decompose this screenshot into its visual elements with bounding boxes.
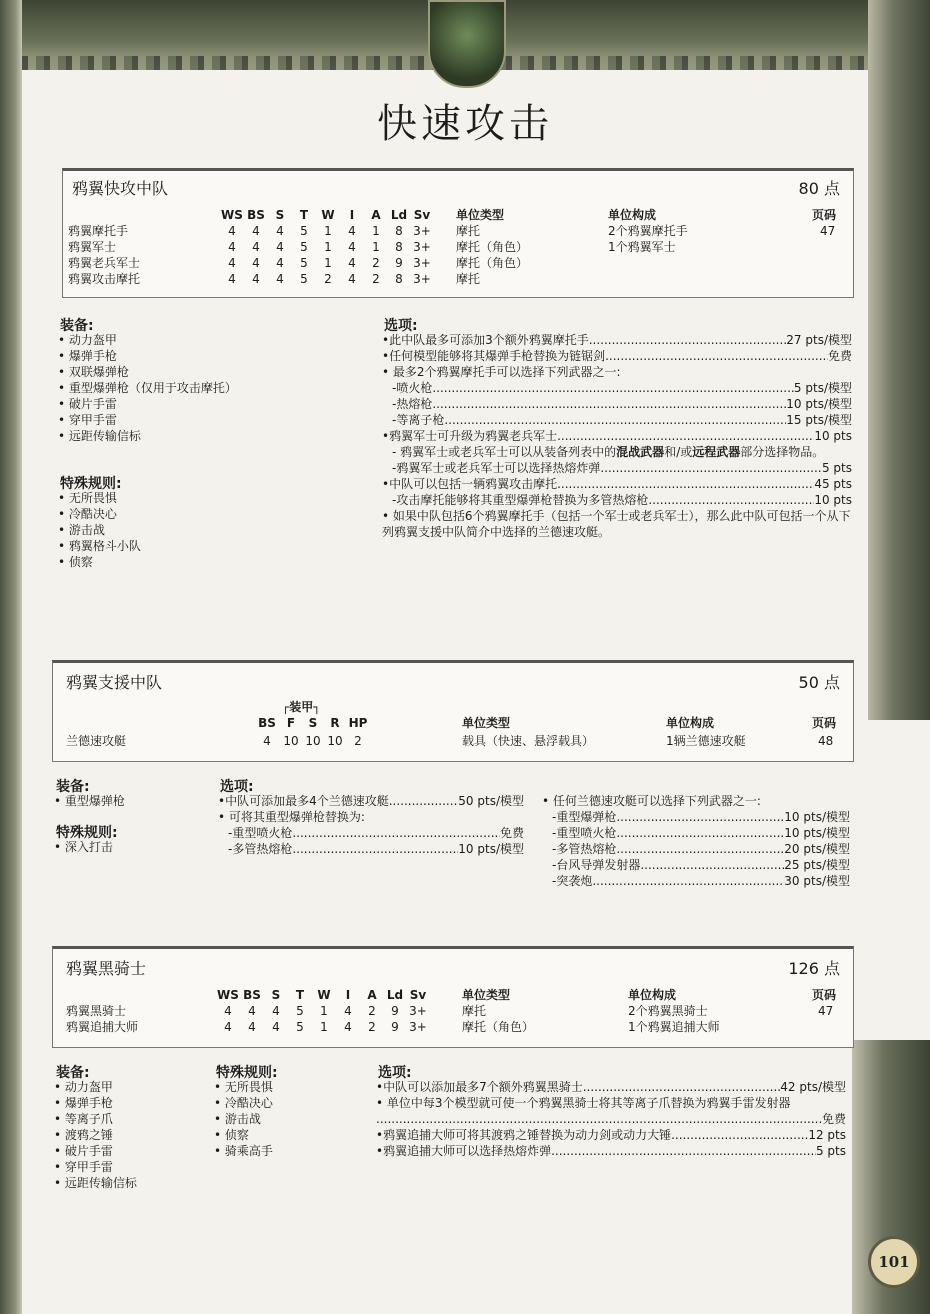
stat: 4 <box>224 1020 232 1034</box>
list-item: • 动力盔甲 <box>58 332 237 348</box>
unit-row <box>68 256 140 271</box>
stat: 4 <box>224 1004 232 1018</box>
special-rules-list <box>58 490 141 570</box>
stat-header: S <box>275 208 285 222</box>
option-row: • 中队可以添加最多7个额外鸦翼黑骑士 ..... 42 pts/模型 <box>376 1079 846 1095</box>
unit-row <box>68 272 140 287</box>
option-row: - 鸦翼军士或老兵军士可以选择热熔炸弹 ..... 5 pts <box>382 460 852 476</box>
stat: 2 <box>354 734 362 748</box>
stat-header: BS <box>243 988 261 1002</box>
options-list <box>218 793 524 857</box>
list-item: • 游击战 <box>214 1111 273 1127</box>
option-row: - 重型喷火枪 ..... 免费 <box>218 825 524 841</box>
stat-header: T <box>299 208 309 222</box>
stat-header: W <box>321 208 335 222</box>
page-ref: 47 <box>820 224 836 238</box>
list-item: • 重型爆弹枪（仅用于攻击摩托） <box>58 380 237 396</box>
unit-stats <box>216 1020 430 1035</box>
options-list <box>376 1079 846 1159</box>
stat-header: T <box>295 988 305 1002</box>
options-heading: 选项: <box>384 318 418 334</box>
stat: 4 <box>344 1004 352 1018</box>
list-item: • 动力盔甲 <box>54 1079 137 1095</box>
list-item: • 侦察 <box>58 554 141 570</box>
list-item: • 冷酷决心 <box>214 1095 273 1111</box>
unit-type-header: 单位类型 <box>462 988 511 1002</box>
unit-name: 兰德速攻艇 <box>66 734 127 748</box>
option-row: - 等离子枪 ..... 15 pts/模型 <box>382 412 852 428</box>
stat: 4 <box>248 1020 256 1034</box>
unit-name: 鸦翼攻击摩托 <box>68 272 141 286</box>
stat-header-row <box>220 208 434 223</box>
stat: 4 <box>228 240 236 254</box>
unit-stats <box>216 1004 430 1019</box>
list-item: • 等离子爪 <box>54 1111 137 1127</box>
option-row: • 中队可以包括一辆鸦翼攻击摩托 ..... 45 pts <box>382 476 852 492</box>
option-row: • 中队可添加最多4个兰德速攻艇 ..... 50 pts/模型 <box>218 793 524 809</box>
unit-type: 摩托（角色） <box>456 256 529 270</box>
wargear-list <box>54 793 125 809</box>
list-item: • 重型爆弹枪 <box>54 793 125 809</box>
stat: 4 <box>276 224 284 238</box>
stat: 4 <box>348 256 356 270</box>
list-item: • 渡鸦之锤 <box>54 1127 137 1143</box>
unit-comp-header: 单位构成 <box>666 716 715 730</box>
list-item: • 破片手雷 <box>58 396 237 412</box>
wargear-list <box>54 1079 137 1191</box>
stat: 5 <box>296 1020 304 1034</box>
list-item: • 无所畏惧 <box>214 1079 273 1095</box>
option-row: - 攻击摩托能够将其重型爆弹枪替换为多管热熔枪 ..... 10 pts <box>382 492 852 508</box>
squad-points: 126 点 <box>788 959 840 978</box>
unit-comp-header: 单位构成 <box>628 988 677 1002</box>
unit-type: 摩托（角色） <box>462 1020 535 1034</box>
option-row: - 重型喷火枪 ..... 10 pts/模型 <box>542 825 850 841</box>
stat: 3+ <box>409 1020 427 1034</box>
unit-type: 摩托 <box>456 272 481 286</box>
page-ref-header: 页码 <box>812 988 837 1002</box>
unit-type: 摩托 <box>462 1004 487 1018</box>
chapter-emblem-icon <box>428 0 506 88</box>
list-item: • 破片手雷 <box>54 1143 137 1159</box>
stat: 5 <box>300 224 308 238</box>
option-row: - 台风导弹发射器 ..... 25 pts/模型 <box>542 857 850 873</box>
special-rules-list <box>214 1079 273 1159</box>
list-item: • 穿甲手雷 <box>54 1159 137 1175</box>
squad-points: 80 点 <box>798 179 840 198</box>
stat: 1 <box>320 1004 328 1018</box>
stat: 8 <box>395 240 403 254</box>
page-ref: 47 <box>818 1004 834 1018</box>
stat-header: WS <box>221 208 243 222</box>
stat-header: F <box>286 716 296 730</box>
stat: 2 <box>372 272 380 286</box>
option-row: - 热熔枪 ..... 10 pts/模型 <box>382 396 852 412</box>
stat-header: Ld <box>386 988 404 1002</box>
option-row: - 鸦翼军士或老兵军士可以从装备列表中的混战武器和/或远程武器部分选择物品。 <box>382 444 852 460</box>
page-title: 快速攻击 <box>377 101 553 147</box>
stat: 4 <box>344 1020 352 1034</box>
stat-header: Ld <box>390 208 408 222</box>
wargear-heading: 装备: <box>56 1065 90 1081</box>
special-rules-heading: 特殊规则: <box>216 1065 278 1081</box>
wargear-heading: 装备: <box>56 779 90 795</box>
unit-composition: 2个鸦翼摩托手 <box>608 224 688 238</box>
option-row: • 如果中队包括6个鸦翼摩托手（包括一个军士或老兵军士），那么此中队可包括一个从下列鸦翼支援中队简介中选择的兰德速攻艇。 <box>382 508 852 540</box>
unit-composition: 1个鸦翼追捕大师 <box>628 1020 720 1034</box>
squad-name: 鸦翼快攻中队 <box>72 179 169 198</box>
list-item: • 爆弹手枪 <box>58 348 237 364</box>
stat: 4 <box>276 240 284 254</box>
special-rules-heading: 特殊规则: <box>56 825 118 841</box>
squad-points: 50 点 <box>798 673 840 692</box>
stat-header: HP <box>348 716 368 730</box>
stat-header: S <box>308 716 318 730</box>
unit-type: 摩托 <box>456 224 481 238</box>
list-item: • 穿甲手雷 <box>58 412 237 428</box>
stat-header: Sv <box>413 208 431 222</box>
stat: 4 <box>228 256 236 270</box>
stat: 4 <box>228 224 236 238</box>
stat: 4 <box>276 256 284 270</box>
stat: 2 <box>368 1020 376 1034</box>
stat: 2 <box>368 1004 376 1018</box>
stat: 9 <box>391 1020 399 1034</box>
stat: 4 <box>228 272 236 286</box>
stat-header: A <box>371 208 381 222</box>
unit-type: 载具（快速、悬浮载具） <box>462 734 595 748</box>
option-row: • 可将其重型爆弹枪替换为: <box>218 809 524 825</box>
stat: 4 <box>348 240 356 254</box>
stat: 3+ <box>413 240 431 254</box>
stat: 4 <box>348 224 356 238</box>
stat: 4 <box>272 1020 280 1034</box>
unit-comp-header: 单位构成 <box>608 208 657 222</box>
unit-composition: 1辆兰德速攻艇 <box>666 734 746 748</box>
unit-stats <box>220 224 434 239</box>
stat: 2 <box>324 272 332 286</box>
options-heading: 选项: <box>378 1065 412 1081</box>
options-list <box>382 332 852 540</box>
option-row: ..... 免费 <box>376 1111 846 1127</box>
stat: 10 <box>283 734 299 748</box>
stat: 1 <box>324 224 332 238</box>
stat: 1 <box>372 224 380 238</box>
unit-type-header: 单位类型 <box>462 716 511 730</box>
stat-header: I <box>349 208 355 222</box>
page-number: 101 <box>868 1236 920 1288</box>
stat: 4 <box>248 1004 256 1018</box>
unit-row <box>68 240 116 255</box>
option-row: - 突袭炮 ..... 30 pts/模型 <box>542 873 850 889</box>
stat-header: BS <box>247 208 265 222</box>
unit-stats <box>220 272 434 287</box>
squad-name: 鸦翼支援中队 <box>66 673 163 692</box>
unit-row <box>68 224 128 239</box>
stat: 5 <box>300 240 308 254</box>
page-ref-header: 页码 <box>812 716 837 730</box>
stat: 10 <box>327 734 343 748</box>
unit-type-header: 单位类型 <box>456 208 505 222</box>
options-heading: 选项: <box>220 779 254 795</box>
stat-header: R <box>330 716 340 730</box>
stat: 8 <box>395 224 403 238</box>
list-item: • 远距传输信标 <box>54 1175 137 1191</box>
option-row: - 重型爆弹枪 ..... 10 pts/模型 <box>542 809 850 825</box>
stat: 9 <box>395 256 403 270</box>
stat-header: BS <box>258 716 276 730</box>
stat: 4 <box>252 272 260 286</box>
stat: 5 <box>296 1004 304 1018</box>
stat-header-row <box>254 716 370 731</box>
unit-name: 鸦翼摩托手 <box>68 224 129 238</box>
option-row: • 任何模型能够将其爆弹手枪替换为链锯剑 ..... 免费 <box>382 348 852 364</box>
option-row: • 最多2个鸦翼摩托手可以选择下列武器之一: <box>382 364 852 380</box>
option-row: • 鸦翼军士可升级为鸦翼老兵军士 ..... 10 pts <box>382 428 852 444</box>
list-item: • 爆弹手枪 <box>54 1095 137 1111</box>
left-ornament-border <box>0 0 22 1314</box>
list-item: • 冷酷决心 <box>58 506 141 522</box>
wargear-list <box>58 332 237 444</box>
stat: 3+ <box>413 256 431 270</box>
stat: 4 <box>272 1004 280 1018</box>
stat: 3+ <box>413 272 431 286</box>
stat: 4 <box>276 272 284 286</box>
unit-stats <box>220 256 434 271</box>
unit-name: 鸦翼军士 <box>68 240 117 254</box>
list-item: • 侦察 <box>214 1127 273 1143</box>
stat-header: A <box>367 988 377 1002</box>
options-list <box>542 793 850 889</box>
stat: 5 <box>300 256 308 270</box>
stat: 1 <box>372 240 380 254</box>
stat-header: W <box>317 988 331 1002</box>
unit-name: 鸦翼黑骑士 <box>66 1004 127 1018</box>
unit-type: 摩托（角色） <box>456 240 529 254</box>
list-item: • 远距传输信标 <box>58 428 237 444</box>
option-row: • 单位中每3个模型就可使一个鸦翼黑骑士将其等离子爪替换为鸦翼手雷发射器 <box>376 1095 846 1111</box>
stat: 1 <box>324 240 332 254</box>
option-row: - 多管热熔枪 ..... 20 pts/模型 <box>542 841 850 857</box>
option-row: • 此中队最多可添加3个额外鸦翼摩托手 ..... 27 pts/模型 <box>382 332 852 348</box>
stat: 1 <box>324 256 332 270</box>
list-item: • 鸦翼格斗小队 <box>58 538 141 554</box>
unit-stats <box>254 734 370 749</box>
option-row: - 多管热熔枪 ..... 10 pts/模型 <box>218 841 524 857</box>
list-item: • 骑乘高手 <box>214 1143 273 1159</box>
squad-name: 鸦翼黑骑士 <box>66 959 147 978</box>
stat: 1 <box>320 1020 328 1034</box>
option-row: • 任何兰德速攻艇可以选择下列武器之一: <box>542 793 850 809</box>
stat: 9 <box>391 1004 399 1018</box>
unit-composition: 2个鸦翼黑骑士 <box>628 1004 708 1018</box>
stat: 5 <box>300 272 308 286</box>
list-item: • 游击战 <box>58 522 141 538</box>
list-item: • 无所畏惧 <box>58 490 141 506</box>
unit-composition: 1个鸦翼军士 <box>608 240 676 254</box>
unit-name: 鸦翼追捕大师 <box>66 1020 139 1034</box>
armour-label: ┌装甲┐ <box>282 700 321 714</box>
special-rules-list <box>54 839 113 855</box>
stat: 4 <box>348 272 356 286</box>
stat: 2 <box>372 256 380 270</box>
page-ref: 48 <box>818 734 834 748</box>
stat: 4 <box>252 240 260 254</box>
wargear-heading: 装备: <box>60 318 94 334</box>
special-rules-heading: 特殊规则: <box>60 476 122 492</box>
stat: 3+ <box>409 1004 427 1018</box>
stat: 4 <box>252 224 260 238</box>
list-item: • 双联爆弹枪 <box>58 364 237 380</box>
stat-header: WS <box>217 988 239 1002</box>
option-row: - 喷火枪 ..... 5 pts/模型 <box>382 380 852 396</box>
stat-header: I <box>345 988 351 1002</box>
stat-header-row <box>216 988 430 1003</box>
unit-name: 鸦翼老兵军士 <box>68 256 141 270</box>
stat: 8 <box>395 272 403 286</box>
stat: 3+ <box>413 224 431 238</box>
stat: 4 <box>252 256 260 270</box>
stat-header: Sv <box>409 988 427 1002</box>
page-ref-header: 页码 <box>812 208 837 222</box>
unit-stats <box>220 240 434 255</box>
option-row: • 鸦翼追捕大师可将其渡鸦之锤替换为动力剑或动力大锤 ..... 12 pts <box>376 1127 846 1143</box>
option-row: • 鸦翼追捕大师可以选择热熔炸弹 ..... 5 pts <box>376 1143 846 1159</box>
stat-header: S <box>271 988 281 1002</box>
stat: 4 <box>263 734 271 748</box>
list-item: • 深入打击 <box>54 839 113 855</box>
stat: 10 <box>305 734 321 748</box>
